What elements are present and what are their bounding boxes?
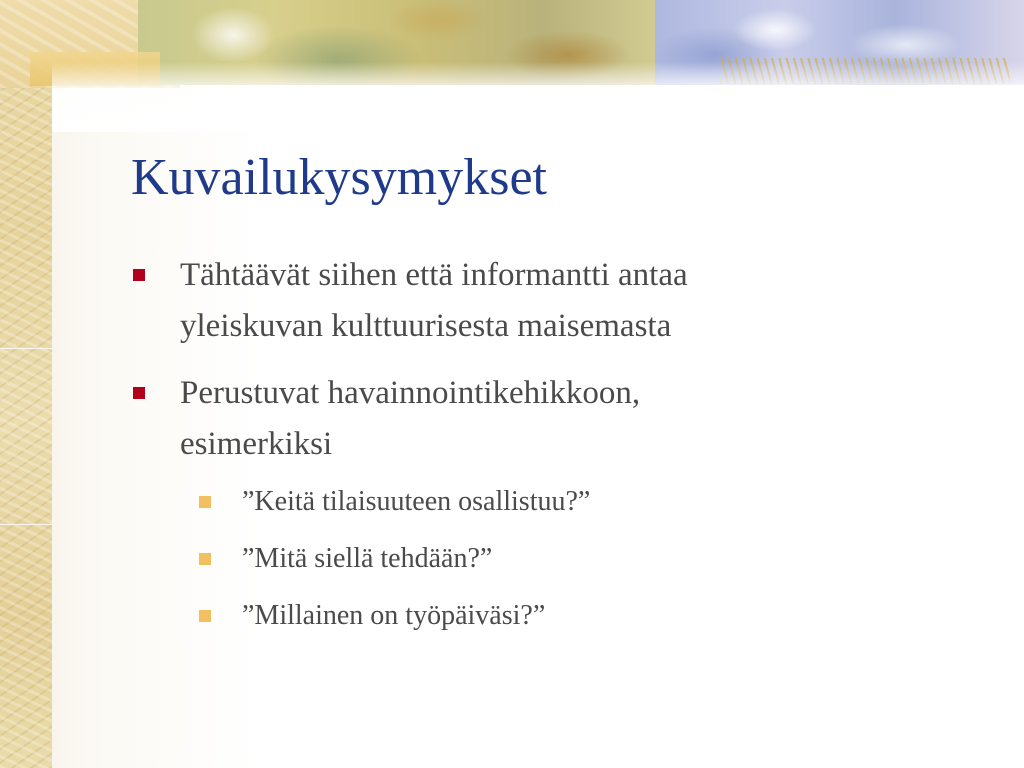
banner-fade bbox=[52, 62, 1024, 132]
left-parchment-strip bbox=[0, 0, 52, 768]
square-bullet-icon bbox=[133, 387, 145, 399]
bullet-item bbox=[130, 250, 990, 352]
bullet-item bbox=[130, 368, 990, 470]
strip-divider bbox=[0, 524, 52, 525]
square-subbullet-icon bbox=[199, 496, 211, 508]
square-bullet-icon bbox=[133, 269, 145, 281]
strip-divider bbox=[0, 348, 52, 349]
sub-bullet-text: ”Millainen on työpäiväsi?” bbox=[242, 600, 546, 631]
bullet-text-line: Perustuvat havainnointikehikkoon, bbox=[180, 375, 641, 411]
sub-bullet-item bbox=[130, 596, 990, 636]
bullet-text-line: yleiskuvan kulttuurisesta maisemasta bbox=[180, 308, 672, 344]
sub-bullet-item bbox=[130, 539, 990, 579]
square-subbullet-icon bbox=[199, 553, 211, 565]
bullet-text-line: Tähtäävät siihen että informantti antaa bbox=[180, 257, 688, 293]
bullet-text-line: esimerkiksi bbox=[180, 426, 333, 462]
square-subbullet-icon bbox=[199, 610, 211, 622]
sub-bullet-text: ”Mitä siellä tehdään?” bbox=[242, 543, 493, 574]
sub-bullet-text: ”Keitä tilaisuuteen osallistuu?” bbox=[242, 486, 591, 517]
slide-title: Kuvailukysymykset bbox=[131, 149, 547, 206]
bullet-list bbox=[130, 250, 990, 653]
sub-bullet-item bbox=[130, 482, 990, 522]
